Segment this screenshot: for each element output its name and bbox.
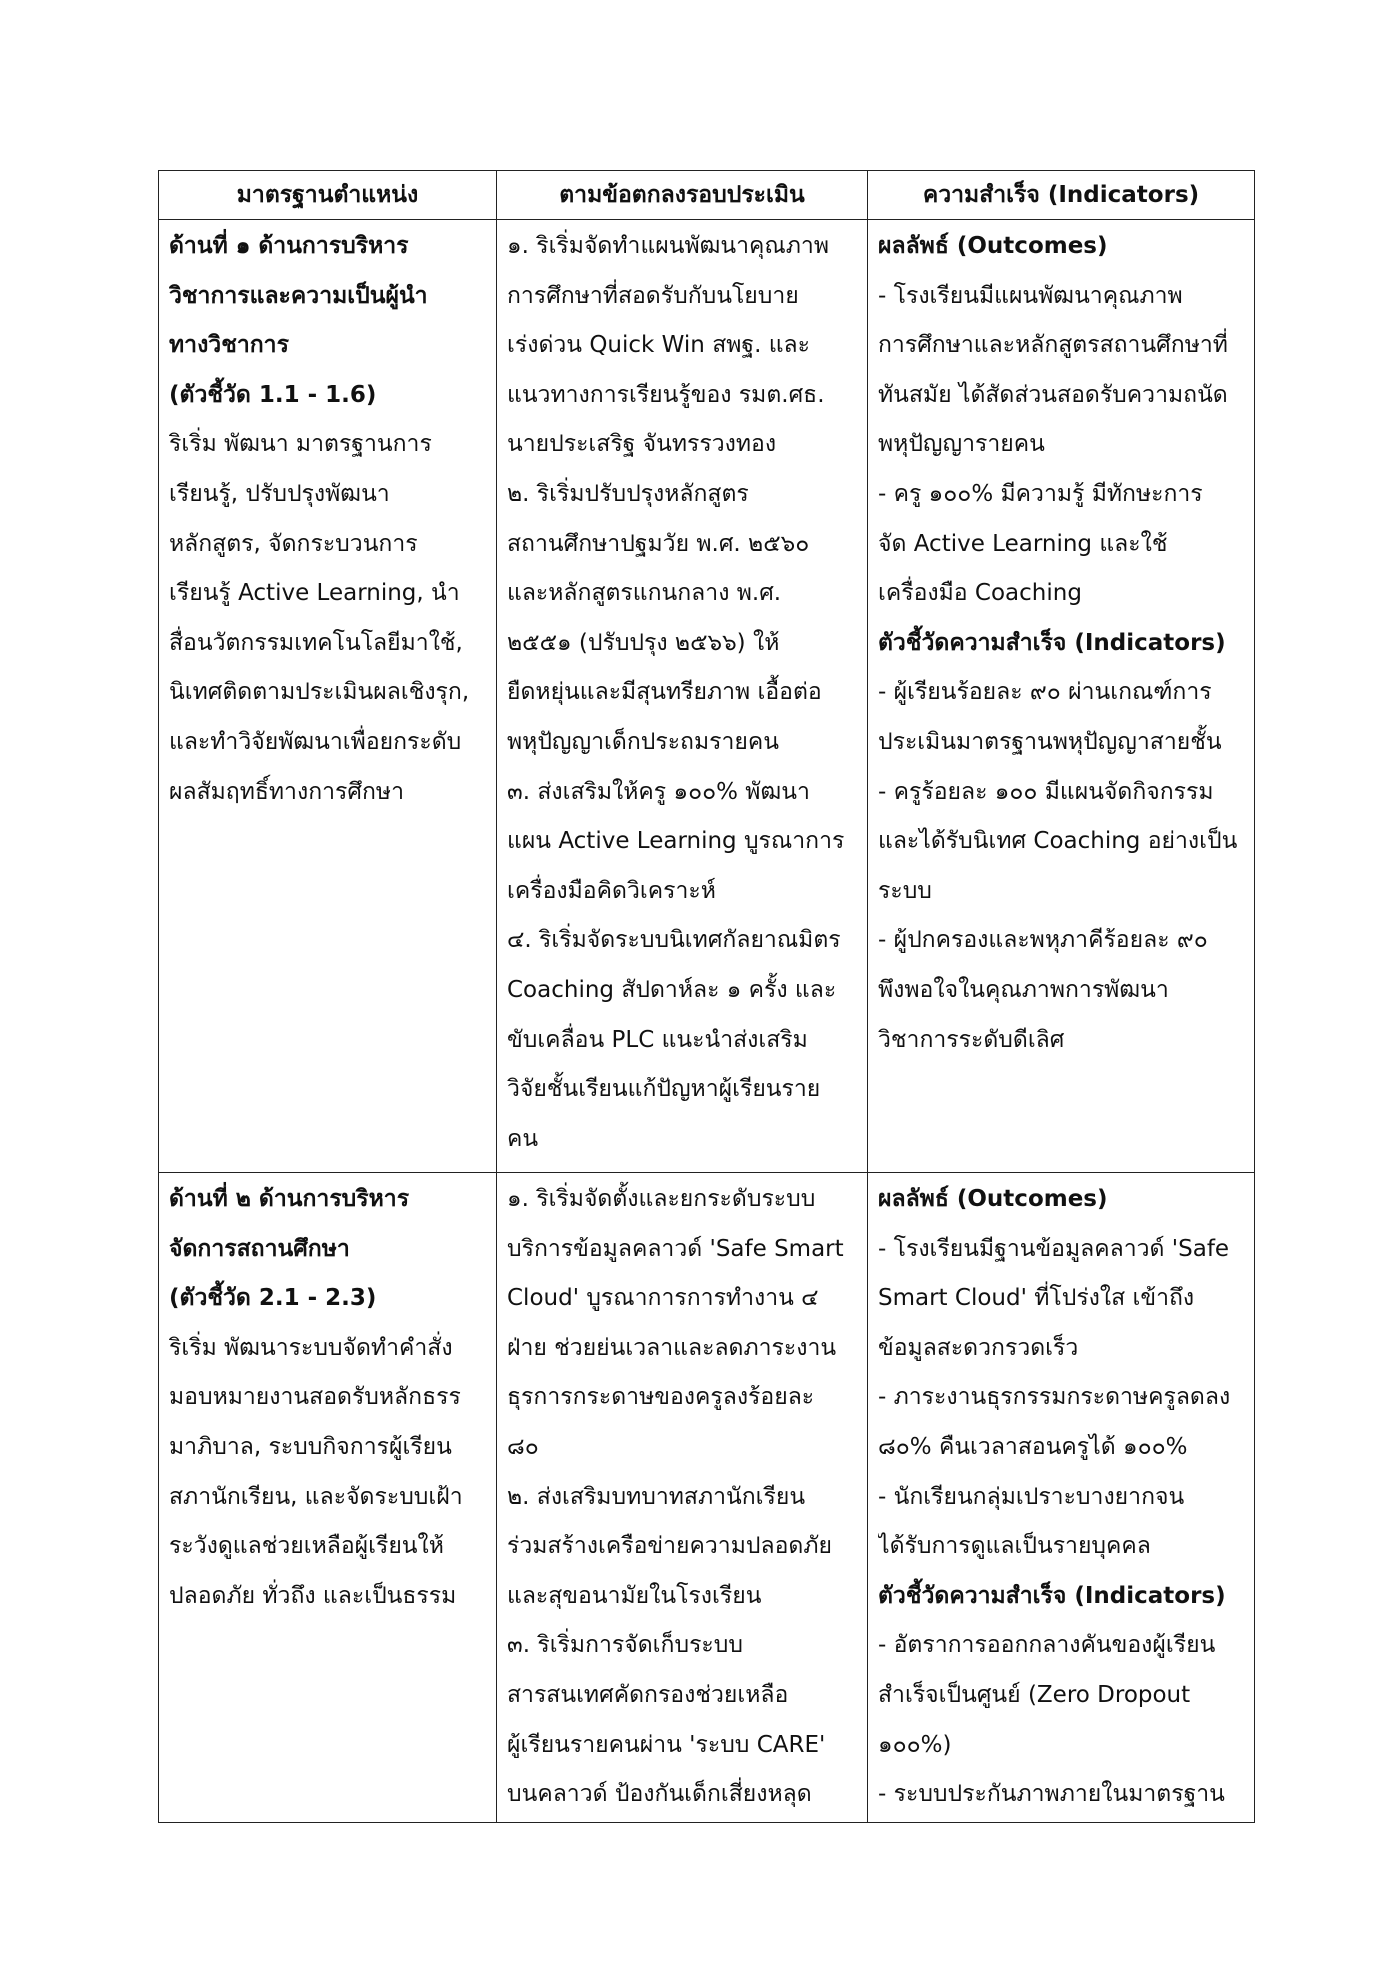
text-line: สถานศึกษาปฐมวัย พ.ศ. ๒๕๖๐	[507, 530, 810, 557]
text-line: ข้อมูลสะดวกรวดเร็ว	[878, 1334, 1079, 1361]
text-line: - นักเรียนกลุ่มเปราะบางยากจน	[878, 1483, 1185, 1510]
text-line: (ตัวชี้วัด 2.1 - 2.3)	[169, 1285, 377, 1312]
text-line: พหุปัญญาเด็กประถมรายคน	[507, 728, 780, 755]
text-line: ๓. ริเริ่มการจัดเก็บระบบ	[507, 1632, 743, 1659]
text-line: สารสนเทศคัดกรองช่วยเหลือ	[507, 1681, 789, 1708]
header-indicators: ความสำเร็จ (Indicators)	[868, 171, 1255, 220]
text-line: ๑. ริเริ่มจัดตั้งและยกระดับระบบ	[507, 1186, 816, 1212]
text-line: - โรงเรียนมีแผนพัฒนาคุณภาพ	[878, 282, 1183, 309]
text-line: - ภาระงานธุรกรรมกระดาษครูลดลง	[878, 1384, 1231, 1411]
header-position-standard: มาตรฐานตำแหน่ง	[159, 171, 497, 220]
text-line: จัดการสถานศึกษา	[169, 1235, 350, 1262]
text-line: ด้านที่ ๑ ด้านการบริหาร	[169, 233, 409, 259]
text-line: (ตัวชี้วัด 1.1 - 1.6)	[169, 381, 377, 408]
table-row	[159, 1173, 1255, 1823]
text-line: มาภิบาล, ระบบกิจการผู้เรียน	[169, 1433, 452, 1460]
text-line: ผลลัพธ์ (Outcomes)	[878, 233, 1108, 259]
text-line: ริเริ่ม พัฒนาระบบจัดทำคำสั่ง	[169, 1334, 453, 1361]
row1-indicators-cell	[868, 220, 1255, 1173]
text-line: ธุรการกระดาษของครูลงร้อยละ	[507, 1384, 815, 1411]
text-line: ระวังดูแลช่วยเหลือผู้เรียนให้	[169, 1533, 444, 1560]
text-line: วิชาการและความเป็นผู้นำ	[169, 282, 428, 309]
text-line: คน	[507, 1125, 539, 1152]
text-line: - ครูร้อยละ ๑๐๐ มีแผนจัดกิจกรรม	[878, 778, 1214, 805]
text-line: จัด Active Learning และใช้	[878, 530, 1168, 557]
text-line: ทันสมัย ได้สัดส่วนสอดรับความถนัด	[878, 381, 1228, 408]
text-line: เรียนรู้ Active Learning, นำ	[169, 580, 460, 607]
text-line: - โรงเรียนมีฐานข้อมูลคลาวด์ 'Safe	[878, 1235, 1230, 1262]
text-line: ปลอดภัย ทั่วถึง และเป็นธรรม	[169, 1582, 457, 1609]
row1-standard-cell	[159, 220, 497, 1173]
text-line: ผลลัพธ์ (Outcomes)	[878, 1186, 1108, 1212]
header-row	[159, 171, 1255, 220]
text-line: ตัวชี้วัดความสำเร็จ (Indicators)	[878, 629, 1226, 656]
text-line: นิเทศติดตามประเมินผลเชิงรุก,	[169, 679, 470, 706]
text-line: เครื่องมือคิดวิเคราะห์	[507, 877, 716, 904]
text-line: ๘๐	[507, 1433, 539, 1460]
text-line: ๒. ส่งเสริมบทบาทสภานักเรียน	[507, 1483, 806, 1510]
text-line: และทำวิจัยพัฒนาเพื่อยกระดับ	[169, 728, 462, 755]
text-line: การศึกษาและหลักสูตรสถานศึกษาที่	[878, 332, 1228, 359]
text-line: ทางวิชาการ	[169, 332, 289, 359]
text-line: ร่วมสร้างเครือข่ายความปลอดภัย	[507, 1533, 832, 1560]
text-line: ฝ่าย ช่วยย่นเวลาและลดภาระงาน	[507, 1334, 837, 1361]
text-line: - ระบบประกันภาพภายในมาตรฐาน	[878, 1781, 1225, 1808]
text-line: สำเร็จเป็นศูนย์ (Zero Dropout	[878, 1681, 1191, 1708]
text-line: ยืดหยุ่นและมีสุนทรียภาพ เอื้อต่อ	[507, 679, 822, 706]
row2-indicators-cell	[868, 1173, 1255, 1823]
text-line: สภานักเรียน, และจัดระบบเฝ้า	[169, 1483, 463, 1510]
text-line: ผู้เรียนรายคนผ่าน 'ระบบ CARE'	[507, 1731, 826, 1758]
text-line: - ผู้ปกครองและพหุภาคีร้อยละ ๙๐	[878, 927, 1208, 954]
text-line: ตัวชี้วัดความสำเร็จ (Indicators)	[878, 1582, 1226, 1609]
text-line: พึงพอใจในคุณภาพการพัฒนา	[878, 976, 1169, 1003]
text-line: ๓. ส่งเสริมให้ครู ๑๐๐% พัฒนา	[507, 778, 810, 805]
row2-agreement-cell	[497, 1173, 868, 1823]
standards-table	[158, 170, 1255, 1823]
text-line: บริการข้อมูลคลาวด์ 'Safe Smart	[507, 1235, 844, 1262]
text-line: ประเมินมาตรฐานพหุปัญญาสายชั้น	[878, 728, 1222, 755]
row1-agreement-cell	[497, 220, 868, 1173]
text-line: Coaching สัปดาห์ละ ๑ ครั้ง และ	[507, 976, 837, 1003]
text-line: และได้รับนิเทศ Coaching อย่างเป็น	[878, 828, 1238, 855]
text-line: และหลักสูตรแกนกลาง พ.ศ.	[507, 580, 782, 607]
text-line: ๒. ริเริ่มปรับปรุงหลักสูตร	[507, 480, 749, 507]
text-line: - อัตราการออกกลางคันของผู้เรียน	[878, 1632, 1216, 1659]
text-line: การศึกษาที่สอดรับกับนโยบาย	[507, 282, 799, 309]
text-line: ๑. ริเริ่มจัดทำแผนพัฒนาคุณภาพ	[507, 233, 829, 259]
text-line: มอบหมายงานสอดรับหลักธรร	[169, 1384, 461, 1411]
text-line: และสุขอนามัยในโรงเรียน	[507, 1582, 762, 1609]
text-line: เครื่องมือ Coaching	[878, 580, 1082, 607]
text-line: แนวทางการเรียนรู้ของ รมต.ศธ.	[507, 381, 825, 408]
text-line: - ผู้เรียนร้อยละ ๙๐ ผ่านเกณฑ์การ	[878, 679, 1212, 706]
text-line: ระบบ	[878, 877, 932, 904]
text-line: ขับเคลื่อน PLC แนะนำส่งเสริม	[507, 1026, 808, 1053]
text-line: วิจัยชั้นเรียนแก้ปัญหาผู้เรียนราย	[507, 1076, 821, 1103]
text-line: ด้านที่ ๒ ด้านการบริหาร	[169, 1186, 410, 1212]
text-line: ริเริ่ม พัฒนา มาตรฐานการ	[169, 431, 432, 458]
text-line: ๑๐๐%)	[878, 1731, 952, 1758]
text-line: วิชาการระดับดีเลิศ	[878, 1026, 1065, 1053]
text-line: เรียนรู้, ปรับปรุงพัฒนา	[169, 480, 390, 507]
text-line: สื่อนวัตกรรมเทคโนโลยีมาใช้,	[169, 629, 463, 656]
text-line: เร่งด่วน Quick Win สพฐ. และ	[507, 332, 810, 359]
text-line: แผน Active Learning บูรณาการ	[507, 828, 845, 855]
table-row	[159, 220, 1255, 1173]
text-line: หลักสูตร, จัดกระบวนการ	[169, 530, 418, 557]
text-line: Cloud' บูรณาการการทำงาน ๔	[507, 1285, 819, 1312]
text-line: ๔. ริเริ่มจัดระบบนิเทศกัลยาณมิตร	[507, 927, 841, 954]
text-line: นายประเสริฐ จันทรรวงทอง	[507, 431, 777, 458]
text-line: ๘๐% คืนเวลาสอนครูได้ ๑๐๐%	[878, 1433, 1188, 1460]
row2-standard-cell	[159, 1173, 497, 1823]
text-line: Smart Cloud' ที่โปร่งใส เข้าถึง	[878, 1285, 1195, 1312]
text-line: ได้รับการดูแลเป็นรายบุคคล	[878, 1533, 1151, 1560]
header-agreement: ตามข้อตกลงรอบประเมิน	[497, 171, 868, 220]
text-line: พหุปัญญารายคน	[878, 431, 1045, 458]
text-line: ๒๕๕๑ (ปรับปรุง ๒๕๖๖) ให้	[507, 629, 780, 656]
text-line: ผลสัมฤทธิ์ทางการศึกษา	[169, 778, 404, 805]
text-line: บนคลาวด์ ป้องกันเด็กเสี่ยงหลุด	[507, 1781, 812, 1808]
text-line: - ครู ๑๐๐% มีความรู้ มีทักษะการ	[878, 480, 1203, 507]
